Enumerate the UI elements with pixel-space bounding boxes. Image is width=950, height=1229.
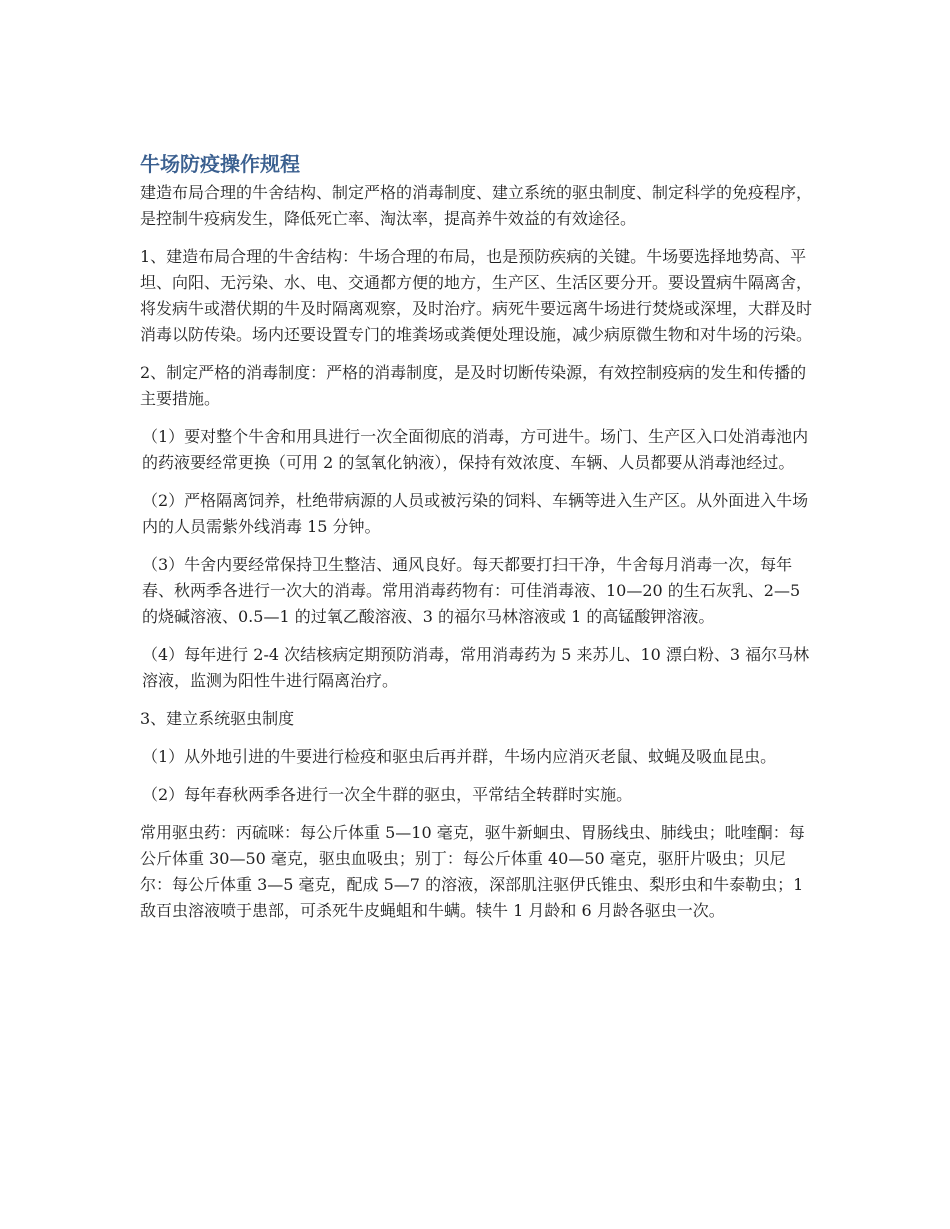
section-3-item-1: （1）从外地引进的牛要进行检疫和驱虫后再并群，牛场内应消灭老鼠、蚊蝇及吸血昆虫。: [142, 747, 777, 766]
section-2-item-3: （3）牛舍内要经常保持卫生整洁、通风良好。每天都要打扫干净，牛舍每月消毒一次，每年春、秋两季各进行一次大的消毒。常用消毒药物有：可佳消毒液、10—20 的生石灰乳、2—5 的烧碱溶液、0.5—1 的过氧乙酸溶液、3 的福尔马林溶液或 1 的高锰酸钾溶液。: [142, 555, 801, 626]
document-page: [140, 148, 812, 936]
section-3-item-2: （2）每年春秋两季各进行一次全牛群的驱虫，平常结全转群时实施。: [142, 785, 633, 804]
section-2-item-4: （4）每年进行 2-4 次结核病定期预防消毒，常用消毒药为 5 来苏儿、10 漂白粉、3 福尔马林溶液，监测为阳性牛进行隔离治疗。: [142, 645, 810, 690]
section-2-item-2: （2）严格隔离饲养，杜绝带病源的人员或被污染的饲料、车辆等进入生产区。从外面进入牛场内的人员需紫外线消毒 15 分钟。: [142, 491, 809, 536]
intro-paragraph: 建造布局合理的牛舍结构、制定严格的消毒制度、建立系统的驱虫制度、制定科学的免疫程序，是控制牛疫病发生，降低死亡率、淘汰率，提高养牛效益的有效途径。: [140, 183, 813, 228]
document-title: 牛场防疫操作规程: [140, 152, 300, 176]
section-2-paragraph: 2、制定严格的消毒制度：严格的消毒制度，是及时切断传染源，有效控制疫病的发生和传播的主要措施。: [140, 363, 807, 408]
section-1-paragraph: 1、建造布局合理的牛舍结构：牛场合理的布局，也是预防疾病的关键。牛场要选择地势高、平坦、向阳、无污染、水、电、交通都方便的地方，生产区、生活区要分开。要设置病牛隔离舍，将发病牛或潜伏期的牛及时隔离观察，及时治疗。病死牛要远离牛场进行焚烧或深埋，大群及时消毒以防传染。场内还要设置专门的堆粪场或粪便处理设施，减少病原微生物和对牛场的污染。: [140, 247, 813, 344]
dewormer-paragraph: 常用驱虫药：丙硫咪：每公斤体重 5—10 毫克，驱牛新蛔虫、胃肠线虫、肺线虫；吡喹酮：每公斤体重 30—50 毫克，驱虫血吸虫；别丁：每公斤体重 40—50 毫克，驱肝片吸虫；贝尼尔：每公斤体重 3—5 毫克，配成 5—7 的溶液，深部肌注驱伊氏锥虫、梨形虫和牛泰勒虫；1 敌百虫溶液喷于患部，可杀死牛皮蝇蛆和牛螨。犊牛 1 月龄和 6 月龄各驱虫一次。: [140, 823, 805, 920]
section-3-heading: 3、建立系统驱虫制度: [140, 709, 295, 728]
section-2-item-1: （1）要对整个牛舍和用具进行一次全面彻底的消毒，方可进牛。场门、生产区入口处消毒池内的药液要经常更换（可用 2 的氢氧化钠液），保持有效浓度、车辆、人员都要从消毒池经过。: [142, 427, 809, 472]
